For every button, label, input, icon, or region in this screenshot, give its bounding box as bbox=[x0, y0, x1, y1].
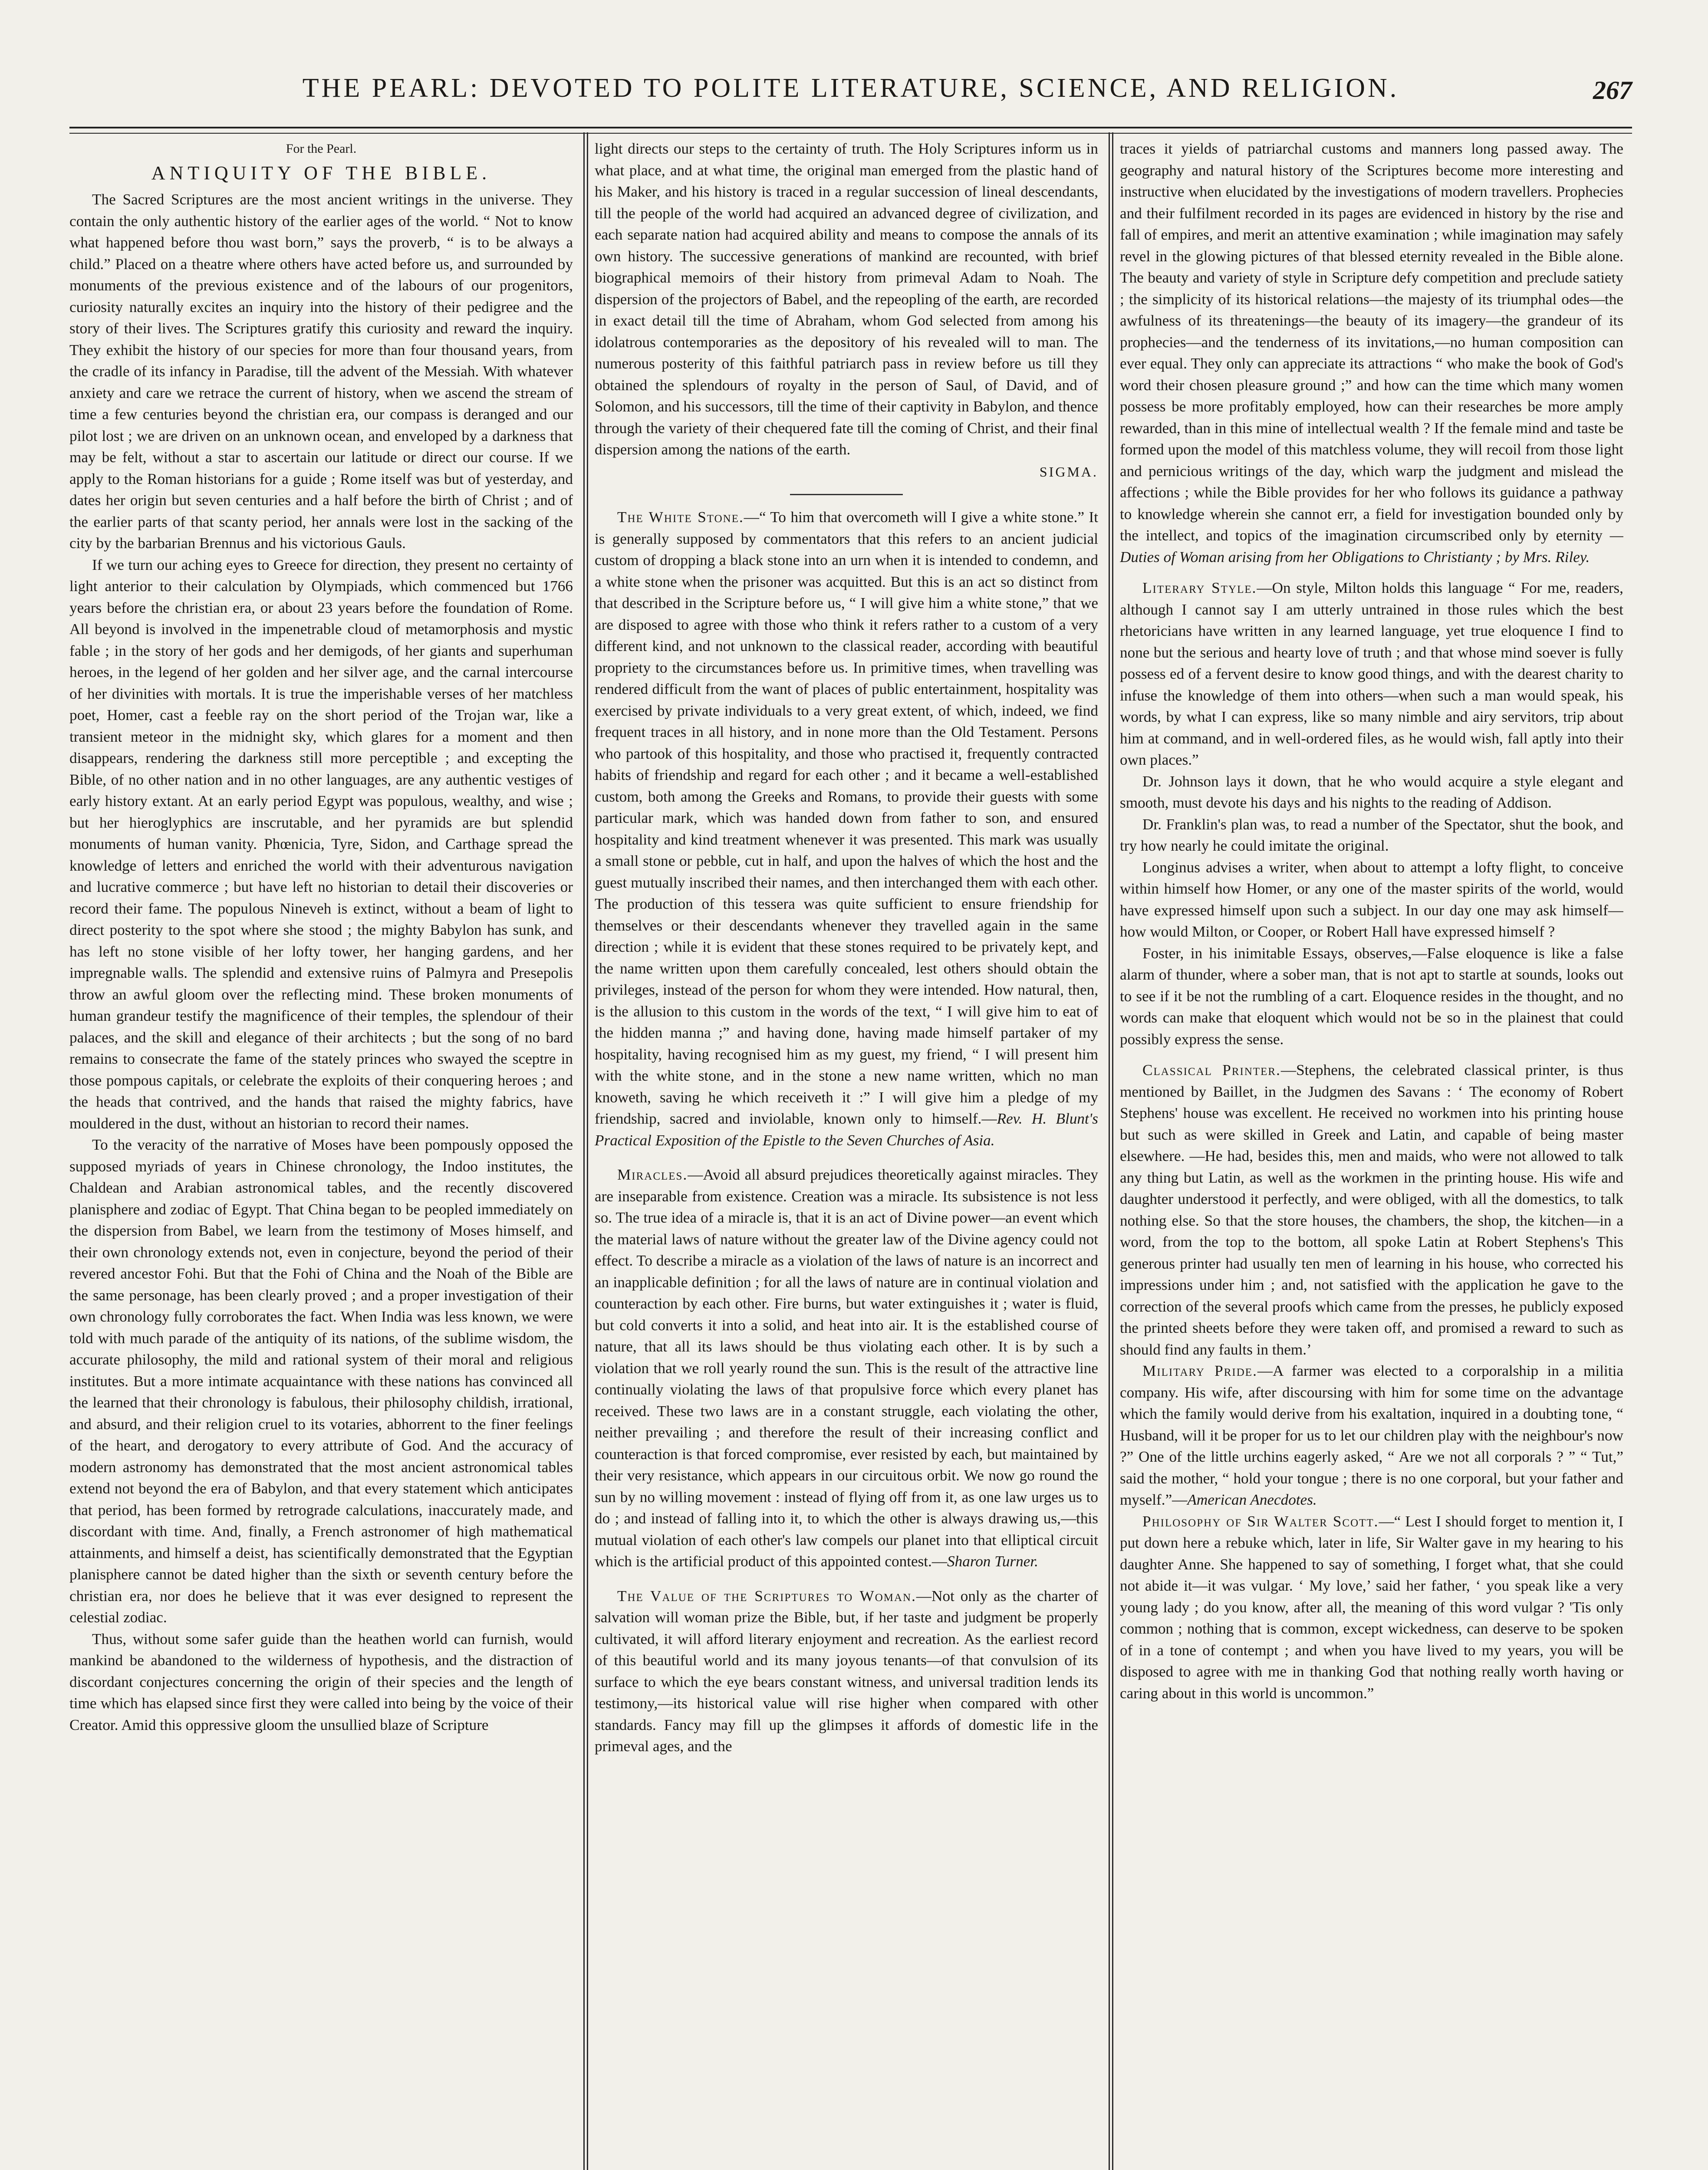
paragraph: The Sacred Scriptures are the most ancient writings in the universe. They contain the only authentic history of the earlier ages of the world. “ Not to know what happened before thou wast born,” says the proverb, “ is to be always a child.” Placed on a theatre where others have acted before us, and surrounded by monuments of the previous existence and of the labours of our progenitors, curiosity naturally excites an inquiry into the history of their pedigree and the story of their lives. The Scriptures gratify this curiosity and reward the inquiry. They exhibit the history of our species for more than four thousand years, from the cradle of its infancy in Paradise, till the advent of the Messiah. With whatever anxiety and care we retrace the current of history, when we ascend the stream of time a few centuries beyond the christian era, our compass is deranged and our pilot lost ; we are driven on an unknown ocean, and enveloped by a darkness that may be felt, without a star to ascertain our latitude or direct our course. If we apply to the Roman historians for a guide ; Rome itself was but of yesterday, and dates her origin but seven centuries and a half before the birth of Christ ; and of the earlier parts of that scanty period, her annals were lost in the sacking of the city by the barbarian Brennus and his victorious Gauls. bbox=[69, 191, 573, 552]
item-literary-style bbox=[1120, 577, 1623, 771]
item-heading: The White Stone. bbox=[617, 509, 744, 526]
page-number: 267 bbox=[1593, 76, 1632, 105]
paragraph: If we turn our aching eyes to Greece for direction, they present no certainty of light anterior to their calculation by Olympiads, which commenced but 1766 years before the christian era, or about 23 years before the foundation of Rome. All beyond is involved in the impenetrable cloud of metamorphosis and mystic fable ; in the story of her gods and her demigods, of her giants and superhuman heroes, in the legend of her golden and her silver age, and the carnal intercourse of her divinities with mortals. It is true the imperishable verses of her matchless poet, Homer, cast a feeble ray on the short period of the Trojan war, like a transient meteor in the midnight sky, which glares for a moment and then disappears, rendering the darkness still more perceptible ; and excepting the Bible, of no other nation and in no other languages, are any authentic vestiges of early history extant. At an early period Egypt was populous, wealthy, and wise ; but her hieroglyphics are inscrutable, and her pyramids are but splendid monuments of human vanity. Phœnicia, Tyre, Sidon, and Carthage spread the knowledge of letters and enriched the world with their adventurous navigation and lucrative commerce ; but have left no historian to detail their discoveries or record their fame. The populous Nineveh is extinct, without a beam of light to direct posterity to the spot where she stood ; the mighty Babylon has sunk, and has left no stone visible of her lofty tower, her hanging gardens, and her impregnable walls. The splendid and extensive ruins of Palmyra and Presepolis throw an awful gloom over the reflecting mind. These broken monuments of human grandeur testify the magnificence of their temples, the splendour of their palaces, and the skill and elegance of their architects ; but the song of no bard remains to consecrate the fame of the stately princes who swayed the sceptre in those pompous capitals, or celebrate the exploits of their conquering heroes ; and the heads that contrived, and the hands that raised the mighty fabrics, have mouldered in the dust, without an historian to record their names. bbox=[69, 556, 573, 1132]
item-body: —A farmer was elected to a corporalship in a militia company. His wife, after discoursing with him for some time on the advantage which the family would derive from his exaltation, inquired in a doubting tone, “ Husband, will it be proper for us to let our children play with the neighbour's now ?” One of the little urchins eagerly asked, “ Are we not all corporals ? ” “ Tut,” said the mother, “ hold your tongue ; there is no one corporal, but your father and myself.”— bbox=[1120, 1362, 1623, 1508]
item-continuation bbox=[1120, 138, 1623, 568]
item-body: —Avoid all absurd prejudices theoretically against miracles. They are inseparable from existence. Creation was a miracle. Its subsistence is not less so. The true idea of a miracle is, that it is an act of Divine power—an event which the material laws of nature without the greater law of the Divine agency could not effect. To describe a miracle as a violation of the laws of nature is an incorrect and an inapplicable definition ; for all the laws of nature are in continual violation and counteraction by each other. Fire burns, but water extinguishes it ; water is fluid, but cold converts it into a solid, and heat into air. It is the established course of nature, that all its laws should be thus violating each other. It is by such a violation that we roll yearly round the sun. This is the result of the attractive line continually violating the laws of that propulsive force which every planet has received. These two laws are in a constant struggle, each violating the other, neither prevailing ; and therefore the result of their increasing conflict and counteraction is that forced compromise, ever resisted by each, but maintained by their very resistance, which appears in our circuitous orbit. We now go round the sun by no willing movement : instead of flying off from it, as one law urges us to do ; and instead of falling into it, to which the other is always drawing us,—this mutual violation of each other's law compels our planet into that elliptical circuit which is the artificial product of this appointed contest.— bbox=[595, 1166, 1098, 1570]
paragraph: Thus, without some safer guide than the heathen world can furnish, would mankind be abandoned to the wilderness of hypothesis, and the distraction of discordant conjectures concerning the origin of their species and the length of time which has elapsed since first they were called into being by the voice of their Creator. Amid this oppressive gloom the unsullied blaze of Scripture bbox=[69, 1630, 573, 1733]
item-heading: Military Pride. bbox=[1142, 1362, 1257, 1379]
page-header-title: THE PEARL: DEVOTED TO POLITE LITERATURE, SCIENCE, AND RELIGION. bbox=[302, 73, 1399, 103]
column-divider bbox=[1112, 132, 1113, 2170]
item-white-stone bbox=[595, 506, 1098, 1151]
item-attribution: Sharon Turner. bbox=[947, 1553, 1038, 1570]
item-body: —Not only as the charter of salvation will woman prize the Bible, but, if her taste and judgment be properly cultivated, it will afford literary enjoyment and recreation. As the earliest record of this beautiful world and its many joyous tenants—of that convulsion of its surface to which the eye bears constant witness, and universal tradition lends its testimony,—its historical value will rise higher when compared with other standards. Fancy may fill up the glimpses it affords of domestic life in the primeval ages, and the bbox=[595, 1587, 1098, 1755]
paragraph: Dr. Franklin's plan was, to read a number of the Spectator, shut the book, and try how nearly he could imitate the original. bbox=[1120, 815, 1623, 854]
item-body: —“ Lest I should forget to mention it, I put down here a rebuke which, later in life, Sir Walter gave in my hearing to his daughter Anne. She happened to say of something, I forget what, that she could not abide it—it was vulgar. ‘ My love,’ said her father, ‘ you speak like a very young lady ; do you know, after all, the meaning of this word vulgar ? 'Tis only common ; nothing that is common, except wickedness, can deserve to be spoken of in a tone of contempt ; and when you have lived to my years, you will be disposed to agree with me in thanking God that nothing really worth having or caring about in this world is uncommon.” bbox=[1120, 1512, 1623, 1702]
item-attribution: Rev. H. Blunt's Practical Exposition of the Epistle to the Seven Churches of Asia. bbox=[595, 1110, 1098, 1149]
item-attribution: American Anecdotes. bbox=[1187, 1491, 1317, 1508]
section-separator bbox=[790, 494, 903, 495]
item-heading: The Value of the Scriptures to Woman. bbox=[617, 1587, 916, 1604]
paragraph: light directs our steps to the certainty of truth. The Holy Scriptures inform us in what place, and at what time, the original man emerged from the plastic hand of his Maker, and his history is traced in a regular succession of lineal descendants, till the people of the world had acquired an advanced degree of civilization, and each separate nation had acquired ability and means to compose the annals of its own history. The successive generations of mankind are recounted, with brief biographical memoirs of their history from primeval Adam to Noah. The dispersion of the projectors of Babel, and the repeopling of the earth, are recorded in exact detail till the time of Abraham, whom God selected from among his idolatrous contemporaries as the depository of his revealed will to man. The numerous posterity of this faithful patriarch pass in review before us till they obtained the splendours of royalty in the person of Saul, of David, and of Solomon, and his successors, till the time of their captivity in Babylon, and thence through the variety of their chequered fate till the coming of Christ, and their final dispersion among the nations of the earth. bbox=[595, 140, 1098, 458]
paragraph: To the veracity of the narrative of Moses have been pompously opposed the supposed myriads of years in Chinese chronology, the Indoo institutes, the Chaldean and Arabian astronomical tables, and the recently discovered planisphere and zodiac of Egypt. That China began to be peopled immediately on the dispersion from Babel, we learn from the testimony of Moses himself, and their own chronology extends not, even in conjecture, beyond the period of their revered ancestor Fohi. But that the Fohi of China and the Noah of the Bible are the same personage, has been clearly proved ; and a proper investigation of their own chronology fully corroborates the fact. When India was less known, we were told with much parade of the antiquity of its nations, of the sublime wisdom, the accurate philosophy, the mild and rational system of their moral and religious institutes. But a more intimate acquaintance with these nations has convinced all the learned that their chronology is fabulous, their philosophy childish, irrational, and absurd, and their religion cruel to its votaries, abhorrent to the finer feelings of the heart, and derogatory to every attribute of God. And the accuracy of modern astronomy has demonstrated that the most ancient astronomical tables extend not beyond the era of Babylon, and that every statement which anticipates that period, has been formed by retrograde calculations, inaccurately made, and discordant with time. And, finally, a French astronomer of high mathematical attainments, and himself a deist, has scientifically demonstrated that the Egyptian planisphere cannot be dated higher than the sixth or seventh century before the christian era, nor does he believe that it was ever designed to represent the celestial zodiac. bbox=[69, 1136, 573, 1626]
item-heading: Miracles. bbox=[617, 1166, 688, 1183]
item-body: —“ To him that overcometh will I give a white stone.” It is generally supposed by commentators that this refers to an ancient judicial custom of dropping a black stone into an urn when it is intended to condemn, and a white stone when the prisoner was acquitted. But this is an act so distinct from that described in the Scripture before us, “ I will give him a white stone,” that we are disposed to agree with those who think it refers rather to a custom of a very different kind, and not unknown to the classical reader, according with beautiful propriety to the circumstances before us. In primitive times, when travelling was rendered difficult from the want of places of public entertainment, hospitality was exercised by private individuals to a very great extent, of which, indeed, we find frequent traces in all history, and in none more than the Old Testament. Persons who partook of this hospitality, and those who practised it, frequently contracted habits of friendship and regard for each other ; and it became a well-established custom, both among the Greeks and Romans, to provide their guests with some particular mark, which was handed down from father to son, and ensured hospitality and kind treatment whenever it was presented. This mark was usually a small stone or pebble, cut in half, and upon the halves of which the host and the guest mutually inscribed their names, and then interchanged them with each other. The production of this tessera was quite sufficient to ensure friendship for themselves or their descendants whenever they travelled again in the same direction ; while it is evident that these stones required to be privately kept, and the name written upon them carefully concealed, lest others should obtain the privileges, instead of the person for whom they were intended. How natural, then, is the allusion to this custom in the words of the text, “ I will give him to eat of the hidden manna ;” and having done, having made himself partaker of my hospitality, having recognised him as my guest, my friend, “ I will present him with the white stone, and in the stone a new name written, which no man knoweth, saving he which receiveth it :” I will give him a pledge of my friendship, sacred and inviolable, known only to himself.— bbox=[595, 509, 1098, 1127]
masthead bbox=[69, 65, 1632, 117]
header-rule bbox=[69, 127, 1632, 134]
item-attribution: —Duties of Woman arising from her Obligations to Christianty ; by Mrs. Riley. bbox=[1120, 527, 1623, 566]
paragraph: Foster, in his inimitable Essays, observes,—False eloquence is like a false alarm of thunder, where a sober man, that is not apt to startle at sounds, looks out to see if it be not the rumbling of a cart. Eloquence resides in the thought, and no words can make that eloquent which would not be so in the plainest that could possibly express the sense. bbox=[1120, 944, 1623, 1048]
signature: SIGMA. bbox=[1039, 464, 1098, 480]
column-2 bbox=[595, 138, 1098, 2170]
article-source: For the Pearl. bbox=[286, 141, 357, 156]
column-divider bbox=[587, 132, 588, 2170]
item-heading: Philosophy of Sir Walter Scott. bbox=[1142, 1512, 1379, 1530]
column-3 bbox=[1120, 138, 1623, 2170]
item-body: —Stephens, the celebrated classical printer, is thus mentioned by Baillet, in the Judgmen des Savans : ‘ The economy of Robert Stephens' house was excellent. He received no workmen into his printing house but such as were skilled in Greek and Latin, and capable of being master elsewhere. —He had, besides this, men and maids, who were not allowed to talk any thing but Latin, as well as the workmen in the printing house. His wife and daughter understood it perfectly, and were obliged, with all the domestics, to talk nothing else. So that the store houses, the chambers, the shop, the kitchen—in a word, from the top to the bottom, all spoke Latin at Robert Stephens's This generous printer had usually ten men of learning in his house, who corrected his impressions under him ; and, not satisfied with the application he gave to the correction of the several proofs which came from the presses, he publicly exposed the printed sheets before they were taken off, and promised a reward to such as should find any faults in them.’ bbox=[1120, 1062, 1623, 1358]
item-philosophy-scott bbox=[1120, 1511, 1623, 1704]
paragraph: Dr. Johnson lays it down, that he who would acquire a style elegant and smooth, must devote his days and his nights to the reading of Addison. bbox=[1120, 773, 1623, 811]
column-1 bbox=[69, 138, 573, 2170]
item-miracles bbox=[595, 1164, 1098, 1572]
article-title: ANTIQUITY OF THE BIBLE. bbox=[151, 162, 491, 184]
item-heading: Classical Printer. bbox=[1142, 1062, 1281, 1078]
item-heading: Literary Style. bbox=[1142, 579, 1257, 596]
item-military-pride bbox=[1120, 1360, 1623, 1511]
column-divider bbox=[1109, 132, 1110, 2170]
item-body: —On style, Milton holds this language “ For me, readers, although I cannot say I am utterly untrained in those rules which the best rhetoricians have written in any learned language, yet true eloquence I find to none but the serious and hearty love of truth ; and that whose mind soever is fully possess ed of a fervent desire to know good things, and with the dearest charity to infuse the knowledge of them into others—when such a man would speak, his words, by what I can express, like so many nimble and airy servitors, trip about him at command, and in well-ordered files, as he would wish, fall aptly into their own places.” bbox=[1120, 579, 1623, 768]
paragraph: Longinus advises a writer, when about to attempt a lofty flight, to conceive within himself how Homer, or any one of the master spirits of the world, would have expressed himself upon such a subject. In our day one may ask himself—how would Milton, or Cooper, or Robert Hall have expressed himself ? bbox=[1120, 858, 1623, 940]
column-divider bbox=[583, 132, 585, 2170]
item-value-of-scriptures bbox=[595, 1585, 1098, 1757]
item-classical-printer bbox=[1120, 1059, 1623, 1360]
item-body: traces it yields of patriarchal customs and manners long passed away. The geography and natural history of the Scriptures become more interesting and instructive when elucidated by the investigations of modern travellers. Prophecies and their fulfilment recorded in its pages are evidenced in history by the rise and fall of empires, and merit an attentive examination ; while imagination may safely revel in the glowing pictures of that blessed eternity revealed in the Bible alone. The beauty and variety of style in Scripture defy competition and preclude satiety ; the simplicity of its historical relations—the majesty of its triumphal odes—the awfulness of its threatenings—the beauty of its imagery—the grandeur of its prophecies—and the tenderness of its invitations,—no human composition can ever equal. They only can appreciate its attractions “ who make the book of God's word their chosen pleasure ground ;” and how can the time which many women possess be more profitably employed, how can their researches be more amply rewarded, than in this mine of intellectual wealth ? If the female mind and taste be formed upon the model of this matchless volume, they will recoil from those light and pernicious writings of the day, which warp the judgment and mislead the affections ; while the Bible provides for her who follows its guidance a pathway to knowledge wherein she cannot err, a field for investigation bounded only by the intellect, and topics of the imagination circumscribed only by eternity bbox=[1120, 140, 1623, 544]
